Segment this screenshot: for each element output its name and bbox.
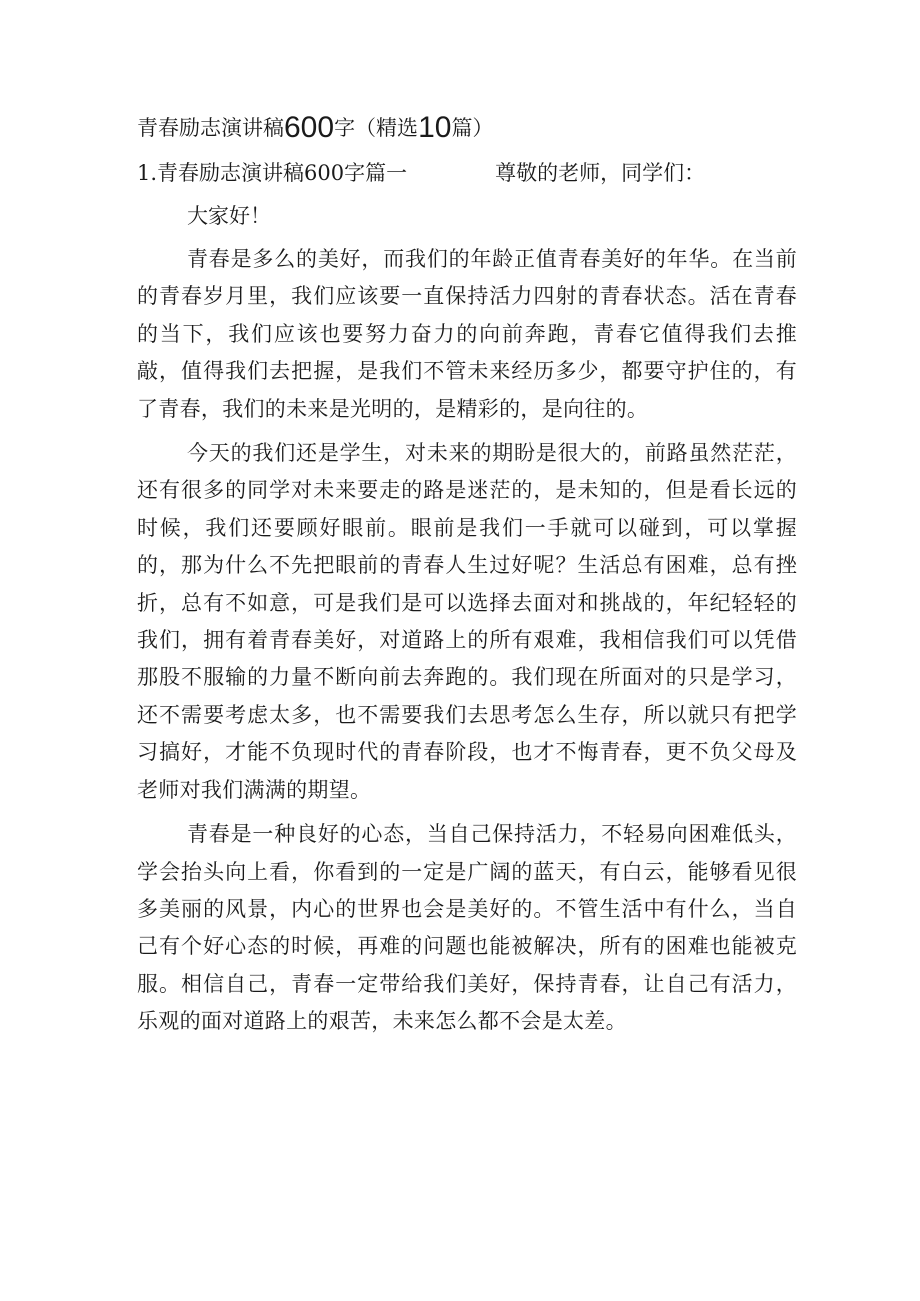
section-heading-line [137,158,705,188]
title-text-1: 青春励志演讲稿 [137,116,284,140]
paragraph-1: 青春是多么的美好，而我们的年龄正值青春美好的年华。在当前的青春岁月里，我们应该要一直保持活力四射的青春状态。活在青春的当下，我们应该也要努力奋力的向前奔跑，青春它值得我们去推敲，值得我们去把握，是我们不管未来经历多少，都要守护住的，有了青春，我们的未来是光明的，是精彩的，是向往的。 [137,247,797,421]
paragraph-3: 青春是一种良好的心态，当自己保持活力，不轻易向困难低头，学会抬头向上看，你看到的一定是广阔的蓝天，有白云，能够看见很多美丽的风景，内心的世界也会是美好的。不管生活中有什么，当自己有个好心态的时候，再难的问题也能被解决，所有的困难也能被克服。相信自己，青春一定带给我们美好，保持青春，让自己有活力，乐观的面对道路上的艰苦，未来怎么都不会是太差。 [137,822,797,1034]
greeting: 大家好！ [187,204,271,228]
paragraph-2: 今天的我们还是学生，对未来的期盼是很大的，前路虽然茫茫，还有很多的同学对未来要走的路是迷茫的，是未知的，但是看长远的时候，我们还要顾好眼前。眼前是我们一手就可以碰到，可以掌握的，那为什么不先把眼前的青春人生过好呢？生活总有困难，总有挫折，总有不如意，可是我们是可以选择去面对和挑战的，年纪轻轻的我们，拥有着青春美好，对道路上的所有艰难，我相信我们可以凭借那股不服输的力量不断向前去奔跑的。我们现在所面对的只是学习，还不需要考虑太多，也不需要我们去思考怎么生存，所以就只有把学习搞好，才能不负现时代的青春阶段，也才不悔青春，更不负父母及老师对我们满满的期望。 [137,441,797,802]
section-heading: 1.青春励志演讲稿600字篇一 [137,161,408,185]
title-number-1: 600 [284,111,335,144]
document-title [137,112,493,144]
title-text-2: 字（精选 [334,116,419,140]
body-text [137,241,797,1048]
salutation: 尊敬的老师，同学们： [495,161,706,185]
title-number-2: 10 [418,111,452,144]
title-text-3: 篇） [451,116,494,140]
